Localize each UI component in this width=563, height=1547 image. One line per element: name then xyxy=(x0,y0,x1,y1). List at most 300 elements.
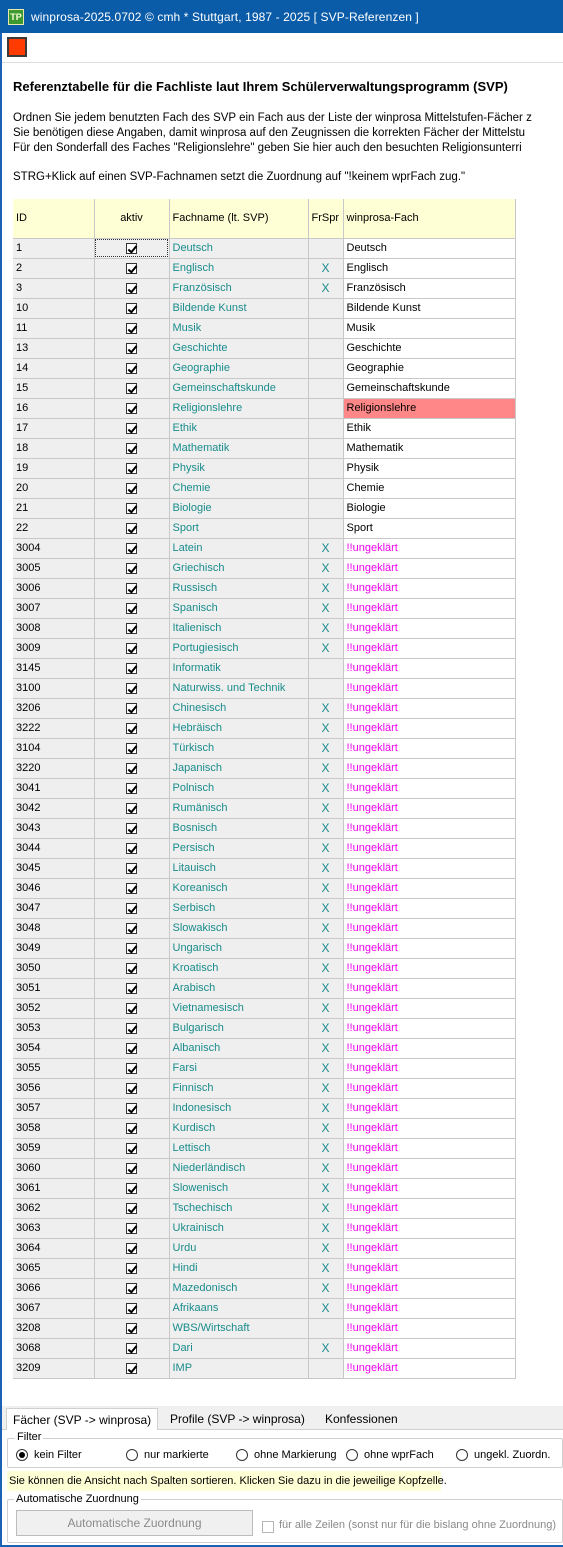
cell-aktiv xyxy=(94,298,169,318)
cell-frspr: X xyxy=(308,1058,343,1078)
radio-icon[interactable] xyxy=(126,1449,138,1461)
cell-fachname[interactable]: Naturwiss. und Technik xyxy=(169,678,308,698)
table-row[interactable] xyxy=(13,878,515,898)
aktiv-checkbox[interactable] xyxy=(126,463,137,474)
cell-winprosa-fach[interactable]: Deutsch xyxy=(343,238,515,258)
cell-winprosa-fach[interactable]: !!ungeklärt xyxy=(343,618,515,638)
aktiv-checkbox[interactable] xyxy=(126,1303,137,1314)
cell-winprosa-fach[interactable]: !!ungeklärt xyxy=(343,1278,515,1298)
table-row[interactable] xyxy=(13,1258,515,1278)
aktiv-checkbox[interactable] xyxy=(126,1083,137,1094)
cell-frspr: X xyxy=(308,818,343,838)
cell-fachname[interactable]: Indonesisch xyxy=(169,1098,308,1118)
cell-fachname[interactable]: Koreanisch xyxy=(169,878,308,898)
aktiv-checkbox[interactable] xyxy=(126,323,137,334)
cell-fachname[interactable]: Dari xyxy=(169,1338,308,1358)
table-row[interactable] xyxy=(13,678,515,698)
cell-id: 18 xyxy=(13,438,94,458)
aktiv-checkbox[interactable] xyxy=(126,843,137,854)
cell-winprosa-fach[interactable]: Musik xyxy=(343,318,515,338)
table-row[interactable] xyxy=(13,498,515,518)
cell-winprosa-fach[interactable]: Mathematik xyxy=(343,438,515,458)
tab-profile[interactable]: Profile (SVP -> winprosa) xyxy=(170,1412,305,1426)
table-row[interactable] xyxy=(13,818,515,838)
cell-fachname[interactable]: Deutsch xyxy=(169,238,308,258)
table-row[interactable] xyxy=(13,698,515,718)
cell-winprosa-fach[interactable]: Religionslehre xyxy=(343,398,515,418)
cell-fachname[interactable]: Chemie xyxy=(169,478,308,498)
cell-fachname[interactable]: Portugiesisch xyxy=(169,638,308,658)
cell-id: 16 xyxy=(13,398,94,418)
cell-fachname[interactable]: WBS/Wirtschaft xyxy=(169,1318,308,1338)
cell-frspr: X xyxy=(308,1278,343,1298)
table-row[interactable] xyxy=(13,898,515,918)
cell-winprosa-fach[interactable]: !!ungeklärt xyxy=(343,1298,515,1318)
aktiv-checkbox[interactable] xyxy=(126,363,137,374)
aktiv-checkbox[interactable] xyxy=(126,1323,137,1334)
aktiv-checkbox[interactable] xyxy=(126,1223,137,1234)
cell-aktiv xyxy=(94,1058,169,1078)
cell-winprosa-fach[interactable]: !!ungeklärt xyxy=(343,978,515,998)
table-row[interactable] xyxy=(13,538,515,558)
cell-winprosa-fach[interactable]: !!ungeklärt xyxy=(343,1018,515,1038)
aktiv-checkbox[interactable] xyxy=(126,423,137,434)
aktiv-checkbox[interactable] xyxy=(126,623,137,634)
table-row[interactable] xyxy=(13,858,515,878)
aktiv-checkbox[interactable] xyxy=(126,703,137,714)
cell-frspr: X xyxy=(308,778,343,798)
cell-fachname[interactable]: Italienisch xyxy=(169,618,308,638)
cell-winprosa-fach[interactable]: Chemie xyxy=(343,478,515,498)
cell-winprosa-fach[interactable]: !!ungeklärt xyxy=(343,1138,515,1158)
intro-line-1: Ordnen Sie jedem benutzten Fach des SVP ein Fach aus der Liste der winprosa Mittelstufen-Fächer z xyxy=(13,112,532,124)
table-row[interactable] xyxy=(13,418,515,438)
column-header-id[interactable]: ID xyxy=(13,199,94,238)
aktiv-checkbox[interactable] xyxy=(126,1043,137,1054)
table-row[interactable] xyxy=(13,1178,515,1198)
table-row[interactable] xyxy=(13,278,515,298)
radio-icon[interactable] xyxy=(346,1449,358,1461)
cell-fachname[interactable]: Bildende Kunst xyxy=(169,298,308,318)
cell-fachname[interactable]: Musik xyxy=(169,318,308,338)
table-row[interactable] xyxy=(13,938,515,958)
table-row[interactable] xyxy=(13,918,515,938)
cell-fachname[interactable]: Geographie xyxy=(169,358,308,378)
table-row[interactable] xyxy=(13,778,515,798)
cell-winprosa-fach[interactable]: !!ungeklärt xyxy=(343,538,515,558)
cell-winprosa-fach[interactable]: !!ungeklärt xyxy=(343,918,515,938)
table-row[interactable] xyxy=(13,398,515,418)
table-row[interactable] xyxy=(13,358,515,378)
cell-fachname[interactable]: Physik xyxy=(169,458,308,478)
cell-fachname[interactable]: Hindi xyxy=(169,1258,308,1278)
table-row[interactable] xyxy=(13,258,515,278)
table-row[interactable] xyxy=(13,798,515,818)
cell-winprosa-fach[interactable]: !!ungeklärt xyxy=(343,1158,515,1178)
cell-fachname[interactable]: Lettisch xyxy=(169,1138,308,1158)
cell-frspr: X xyxy=(308,1298,343,1318)
cell-fachname[interactable]: Chinesisch xyxy=(169,698,308,718)
cell-aktiv xyxy=(94,978,169,998)
table-row[interactable] xyxy=(13,1058,515,1078)
cell-winprosa-fach[interactable]: !!ungeklärt xyxy=(343,598,515,618)
cell-fachname[interactable]: Geschichte xyxy=(169,338,308,358)
aktiv-checkbox[interactable] xyxy=(126,983,137,994)
cell-winprosa-fach[interactable]: !!ungeklärt xyxy=(343,878,515,898)
table-row[interactable] xyxy=(13,518,515,538)
cell-winprosa-fach[interactable]: Gemeinschaftskunde xyxy=(343,378,515,398)
cell-winprosa-fach[interactable]: !!ungeklärt xyxy=(343,778,515,798)
cell-fachname[interactable]: Kurdisch xyxy=(169,1118,308,1138)
aktiv-checkbox[interactable] xyxy=(126,303,137,314)
table-row[interactable] xyxy=(13,318,515,338)
cell-fachname[interactable]: Serbisch xyxy=(169,898,308,918)
aktiv-checkbox[interactable] xyxy=(126,1203,137,1214)
cell-frspr: X xyxy=(308,1218,343,1238)
aktiv-checkbox[interactable] xyxy=(126,1123,137,1134)
cell-id: 3008 xyxy=(13,618,94,638)
cell-id: 3063 xyxy=(13,1218,94,1238)
aktiv-checkbox[interactable] xyxy=(126,603,137,614)
cell-winprosa-fach[interactable]: !!ungeklärt xyxy=(343,1238,515,1258)
cell-aktiv xyxy=(94,778,169,798)
auto-assign-button[interactable]: Automatische Zuordnung xyxy=(16,1510,253,1536)
aktiv-checkbox[interactable] xyxy=(126,1103,137,1114)
aktiv-checkbox[interactable] xyxy=(126,663,137,674)
cell-winprosa-fach[interactable]: Geographie xyxy=(343,358,515,378)
aktiv-checkbox[interactable] xyxy=(126,743,137,754)
column-header-winprosa-fach[interactable]: winprosa-Fach xyxy=(343,199,515,238)
cell-id: 20 xyxy=(13,478,94,498)
aktiv-checkbox[interactable] xyxy=(126,1023,137,1034)
cell-winprosa-fach[interactable]: Bildende Kunst xyxy=(343,298,515,318)
cell-fachname[interactable]: Mazedonisch xyxy=(169,1278,308,1298)
aktiv-checkbox[interactable] xyxy=(126,1063,137,1074)
table-row[interactable] xyxy=(13,298,515,318)
cell-winprosa-fach[interactable]: !!ungeklärt xyxy=(343,678,515,698)
cell-fachname[interactable]: Türkisch xyxy=(169,738,308,758)
table-row[interactable] xyxy=(13,338,515,358)
cell-frspr xyxy=(308,318,343,338)
aktiv-checkbox[interactable] xyxy=(126,483,137,494)
aktiv-checkbox[interactable] xyxy=(126,543,137,554)
cell-id: 3005 xyxy=(13,558,94,578)
cell-winprosa-fach[interactable]: Englisch xyxy=(343,258,515,278)
cell-winprosa-fach[interactable]: !!ungeklärt xyxy=(343,1098,515,1118)
aktiv-checkbox[interactable] xyxy=(126,723,137,734)
table-row[interactable] xyxy=(13,618,515,638)
cell-aktiv xyxy=(94,278,169,298)
cell-winprosa-fach[interactable]: Physik xyxy=(343,458,515,478)
cell-winprosa-fach[interactable]: !!ungeklärt xyxy=(343,1358,515,1378)
cell-id: 3055 xyxy=(13,1058,94,1078)
table-row[interactable] xyxy=(13,1278,515,1298)
cell-fachname[interactable]: Vietnamesisch xyxy=(169,998,308,1018)
stop-square-icon[interactable] xyxy=(7,37,27,57)
filter-option-nur-markierte[interactable] xyxy=(126,1449,209,1461)
cell-winprosa-fach[interactable]: Biologie xyxy=(343,498,515,518)
aktiv-checkbox[interactable] xyxy=(126,883,137,894)
table-row[interactable] xyxy=(13,478,515,498)
aktiv-checkbox[interactable] xyxy=(126,1163,137,1174)
cell-fachname[interactable]: Rumänisch xyxy=(169,798,308,818)
table-row[interactable] xyxy=(13,758,515,778)
filter-option-ohne-markierung[interactable] xyxy=(236,1449,337,1461)
cell-fachname[interactable]: Arabisch xyxy=(169,978,308,998)
cell-aktiv xyxy=(94,1078,169,1098)
table-row[interactable] xyxy=(13,1298,515,1318)
cell-winprosa-fach[interactable]: !!ungeklärt xyxy=(343,758,515,778)
table-row[interactable] xyxy=(13,1078,515,1098)
cell-winprosa-fach[interactable]: !!ungeklärt xyxy=(343,1038,515,1058)
cell-fachname[interactable]: Japanisch xyxy=(169,758,308,778)
cell-fachname[interactable]: Afrikaans xyxy=(169,1298,308,1318)
table-body xyxy=(13,238,515,1378)
cell-frspr: X xyxy=(308,1038,343,1058)
table-row[interactable] xyxy=(13,458,515,478)
cell-winprosa-fach[interactable]: !!ungeklärt xyxy=(343,938,515,958)
cell-winprosa-fach[interactable]: !!ungeklärt xyxy=(343,718,515,738)
aktiv-checkbox[interactable] xyxy=(126,683,137,694)
tab-konfessionen[interactable]: Konfessionen xyxy=(325,1412,398,1426)
cell-aktiv xyxy=(94,918,169,938)
table-row[interactable] xyxy=(13,1338,515,1358)
cell-winprosa-fach[interactable]: !!ungeklärt xyxy=(343,1178,515,1198)
table-row[interactable] xyxy=(13,1218,515,1238)
cell-aktiv xyxy=(94,1198,169,1218)
cell-fachname[interactable]: Litauisch xyxy=(169,858,308,878)
cell-winprosa-fach[interactable]: Ethik xyxy=(343,418,515,438)
cell-fachname[interactable]: Tschechisch xyxy=(169,1198,308,1218)
column-header-fachname[interactable]: Fachname (lt. SVP) xyxy=(169,199,308,238)
cell-fachname[interactable]: Farsi xyxy=(169,1058,308,1078)
table-row[interactable] xyxy=(13,1038,515,1058)
cell-fachname[interactable]: Finnisch xyxy=(169,1078,308,1098)
cell-fachname[interactable]: Mathematik xyxy=(169,438,308,458)
table-row[interactable] xyxy=(13,378,515,398)
radio-icon[interactable] xyxy=(456,1449,468,1461)
cell-id: 3049 xyxy=(13,938,94,958)
aktiv-checkbox[interactable] xyxy=(126,443,137,454)
aktiv-checkbox[interactable] xyxy=(126,763,137,774)
cell-fachname[interactable]: Urdu xyxy=(169,1238,308,1258)
cell-id: 22 xyxy=(13,518,94,538)
aktiv-checkbox[interactable] xyxy=(126,263,137,274)
table-row[interactable] xyxy=(13,738,515,758)
aktiv-checkbox[interactable] xyxy=(126,863,137,874)
aktiv-checkbox[interactable] xyxy=(126,343,137,354)
aktiv-checkbox[interactable] xyxy=(126,583,137,594)
aktiv-checkbox[interactable] xyxy=(126,963,137,974)
table-row[interactable] xyxy=(13,238,515,258)
cell-aktiv xyxy=(94,1218,169,1238)
cell-fachname[interactable]: Slowakisch xyxy=(169,918,308,938)
cell-aktiv xyxy=(94,838,169,858)
aktiv-checkbox[interactable] xyxy=(126,1343,137,1354)
aktiv-checkbox[interactable] xyxy=(126,1263,137,1274)
cell-id: 10 xyxy=(13,298,94,318)
table-row[interactable] xyxy=(13,998,515,1018)
cell-id: 3046 xyxy=(13,878,94,898)
aktiv-checkbox[interactable] xyxy=(126,523,137,534)
cell-aktiv xyxy=(94,1178,169,1198)
cell-fachname[interactable]: Albanisch xyxy=(169,1038,308,1058)
table-row[interactable] xyxy=(13,1018,515,1038)
cell-id: 3059 xyxy=(13,1138,94,1158)
aktiv-checkbox[interactable] xyxy=(126,503,137,514)
aktiv-checkbox[interactable] xyxy=(126,1183,137,1194)
aktiv-checkbox[interactable] xyxy=(126,1143,137,1154)
all-rows-checkbox[interactable] xyxy=(262,1521,274,1533)
filter-option-ohne-wprfach[interactable] xyxy=(346,1449,434,1461)
cell-fachname[interactable]: Spanisch xyxy=(169,598,308,618)
table-row[interactable] xyxy=(13,1198,515,1218)
cell-fachname[interactable]: Persisch xyxy=(169,838,308,858)
cell-fachname[interactable]: Gemeinschaftskunde xyxy=(169,378,308,398)
cell-frspr: X xyxy=(308,1138,343,1158)
cell-winprosa-fach[interactable]: !!ungeklärt xyxy=(343,658,515,678)
aktiv-checkbox[interactable] xyxy=(126,563,137,574)
table-row[interactable] xyxy=(13,1158,515,1178)
cell-aktiv xyxy=(94,338,169,358)
aktiv-checkbox[interactable] xyxy=(126,1363,137,1374)
cell-winprosa-fach[interactable]: !!ungeklärt xyxy=(343,638,515,658)
table-row[interactable] xyxy=(13,978,515,998)
cell-winprosa-fach[interactable]: !!ungeklärt xyxy=(343,558,515,578)
filter-option-kein-filter[interactable] xyxy=(16,1449,82,1461)
cell-fachname[interactable]: Kroatisch xyxy=(169,958,308,978)
table-row[interactable] xyxy=(13,1098,515,1118)
column-header-aktiv[interactable]: aktiv xyxy=(94,199,169,238)
cell-winprosa-fach[interactable]: !!ungeklärt xyxy=(343,998,515,1018)
table-row[interactable] xyxy=(13,1118,515,1138)
filter-option-ungeklaert[interactable] xyxy=(456,1449,550,1461)
cell-fachname[interactable]: Bosnisch xyxy=(169,818,308,838)
cell-fachname[interactable]: Latein xyxy=(169,538,308,558)
cell-aktiv xyxy=(94,618,169,638)
table-row[interactable] xyxy=(13,1358,515,1378)
aktiv-checkbox[interactable] xyxy=(126,243,137,254)
cell-winprosa-fach[interactable]: !!ungeklärt xyxy=(343,958,515,978)
cell-aktiv xyxy=(94,718,169,738)
aktiv-checkbox[interactable] xyxy=(126,923,137,934)
table-row[interactable] xyxy=(13,558,515,578)
cell-winprosa-fach[interactable]: Französisch xyxy=(343,278,515,298)
cell-fachname[interactable]: Französisch xyxy=(169,278,308,298)
cell-winprosa-fach[interactable]: !!ungeklärt xyxy=(343,738,515,758)
cell-aktiv xyxy=(94,658,169,678)
cell-fachname[interactable]: Niederländisch xyxy=(169,1158,308,1178)
cell-fachname[interactable]: Ukrainisch xyxy=(169,1218,308,1238)
cell-id: 3057 xyxy=(13,1098,94,1118)
aktiv-checkbox[interactable] xyxy=(126,403,137,414)
cell-aktiv xyxy=(94,1338,169,1358)
aktiv-checkbox[interactable] xyxy=(126,383,137,394)
cell-winprosa-fach[interactable]: !!ungeklärt xyxy=(343,1338,515,1358)
cell-fachname[interactable]: Biologie xyxy=(169,498,308,518)
cell-id: 3065 xyxy=(13,1258,94,1278)
aktiv-checkbox[interactable] xyxy=(126,803,137,814)
cell-fachname[interactable]: Bulgarisch xyxy=(169,1018,308,1038)
cell-winprosa-fach[interactable]: !!ungeklärt xyxy=(343,818,515,838)
cell-winprosa-fach[interactable]: !!ungeklärt xyxy=(343,1218,515,1238)
radio-icon[interactable] xyxy=(236,1449,248,1461)
cell-fachname[interactable]: Informatik xyxy=(169,658,308,678)
table-row[interactable] xyxy=(13,1138,515,1158)
tab-faecher[interactable]: Fächer (SVP -> winprosa) xyxy=(6,1408,158,1431)
aktiv-checkbox[interactable] xyxy=(126,783,137,794)
cell-frspr: X xyxy=(308,258,343,278)
cell-frspr xyxy=(308,678,343,698)
table-row[interactable] xyxy=(13,658,515,678)
cell-winprosa-fach[interactable]: !!ungeklärt xyxy=(343,1318,515,1338)
table-row[interactable] xyxy=(13,438,515,458)
cell-winprosa-fach[interactable]: !!ungeklärt xyxy=(343,578,515,598)
table-row[interactable] xyxy=(13,838,515,858)
cell-fachname[interactable]: IMP xyxy=(169,1358,308,1378)
cell-winprosa-fach[interactable]: !!ungeklärt xyxy=(343,858,515,878)
cell-winprosa-fach[interactable]: !!ungeklärt xyxy=(343,798,515,818)
table-row[interactable] xyxy=(13,958,515,978)
cell-winprosa-fach[interactable]: !!ungeklärt xyxy=(343,838,515,858)
cell-aktiv xyxy=(94,1278,169,1298)
cell-fachname[interactable]: Polnisch xyxy=(169,778,308,798)
table-row[interactable] xyxy=(13,638,515,658)
cell-fachname[interactable]: Ethik xyxy=(169,418,308,438)
cell-frspr xyxy=(308,1318,343,1338)
cell-winprosa-fach[interactable]: !!ungeklärt xyxy=(343,1258,515,1278)
aktiv-checkbox[interactable] xyxy=(126,1243,137,1254)
cell-winprosa-fach[interactable]: Geschichte xyxy=(343,338,515,358)
cell-aktiv xyxy=(94,1158,169,1178)
aktiv-checkbox[interactable] xyxy=(126,943,137,954)
table-row[interactable] xyxy=(13,578,515,598)
table-row[interactable] xyxy=(13,718,515,738)
aktiv-checkbox[interactable] xyxy=(126,823,137,834)
aktiv-checkbox[interactable] xyxy=(126,643,137,654)
cell-fachname[interactable]: Slowenisch xyxy=(169,1178,308,1198)
radio-selected-icon[interactable] xyxy=(16,1449,28,1461)
table-row[interactable] xyxy=(13,1318,515,1338)
aktiv-checkbox[interactable] xyxy=(126,283,137,294)
cell-fachname[interactable]: Hebräisch xyxy=(169,718,308,738)
cell-winprosa-fach[interactable]: !!ungeklärt xyxy=(343,1058,515,1078)
cell-id: 3062 xyxy=(13,1198,94,1218)
aktiv-checkbox[interactable] xyxy=(126,1283,137,1294)
column-header-frspr[interactable]: FrSpr xyxy=(308,199,343,238)
cell-winprosa-fach[interactable]: Sport xyxy=(343,518,515,538)
cell-winprosa-fach[interactable]: !!ungeklärt xyxy=(343,1078,515,1098)
cell-aktiv xyxy=(94,598,169,618)
cell-fachname[interactable]: Griechisch xyxy=(169,558,308,578)
cell-fachname[interactable]: Religionslehre xyxy=(169,398,308,418)
cell-id: 3048 xyxy=(13,918,94,938)
cell-fachname[interactable]: Russisch xyxy=(169,578,308,598)
table-row[interactable] xyxy=(13,1238,515,1258)
cell-winprosa-fach[interactable]: !!ungeklärt xyxy=(343,1118,515,1138)
table-row[interactable] xyxy=(13,598,515,618)
tab-bar xyxy=(2,1406,563,1430)
cell-winprosa-fach[interactable]: !!ungeklärt xyxy=(343,1198,515,1218)
cell-winprosa-fach[interactable]: !!ungeklärt xyxy=(343,698,515,718)
cell-aktiv xyxy=(94,438,169,458)
aktiv-checkbox[interactable] xyxy=(126,903,137,914)
cell-fachname[interactable]: Sport xyxy=(169,518,308,538)
aktiv-checkbox[interactable] xyxy=(126,1003,137,1014)
cell-fachname[interactable]: Englisch xyxy=(169,258,308,278)
cell-fachname[interactable]: Ungarisch xyxy=(169,938,308,958)
cell-winprosa-fach[interactable]: !!ungeklärt xyxy=(343,898,515,918)
